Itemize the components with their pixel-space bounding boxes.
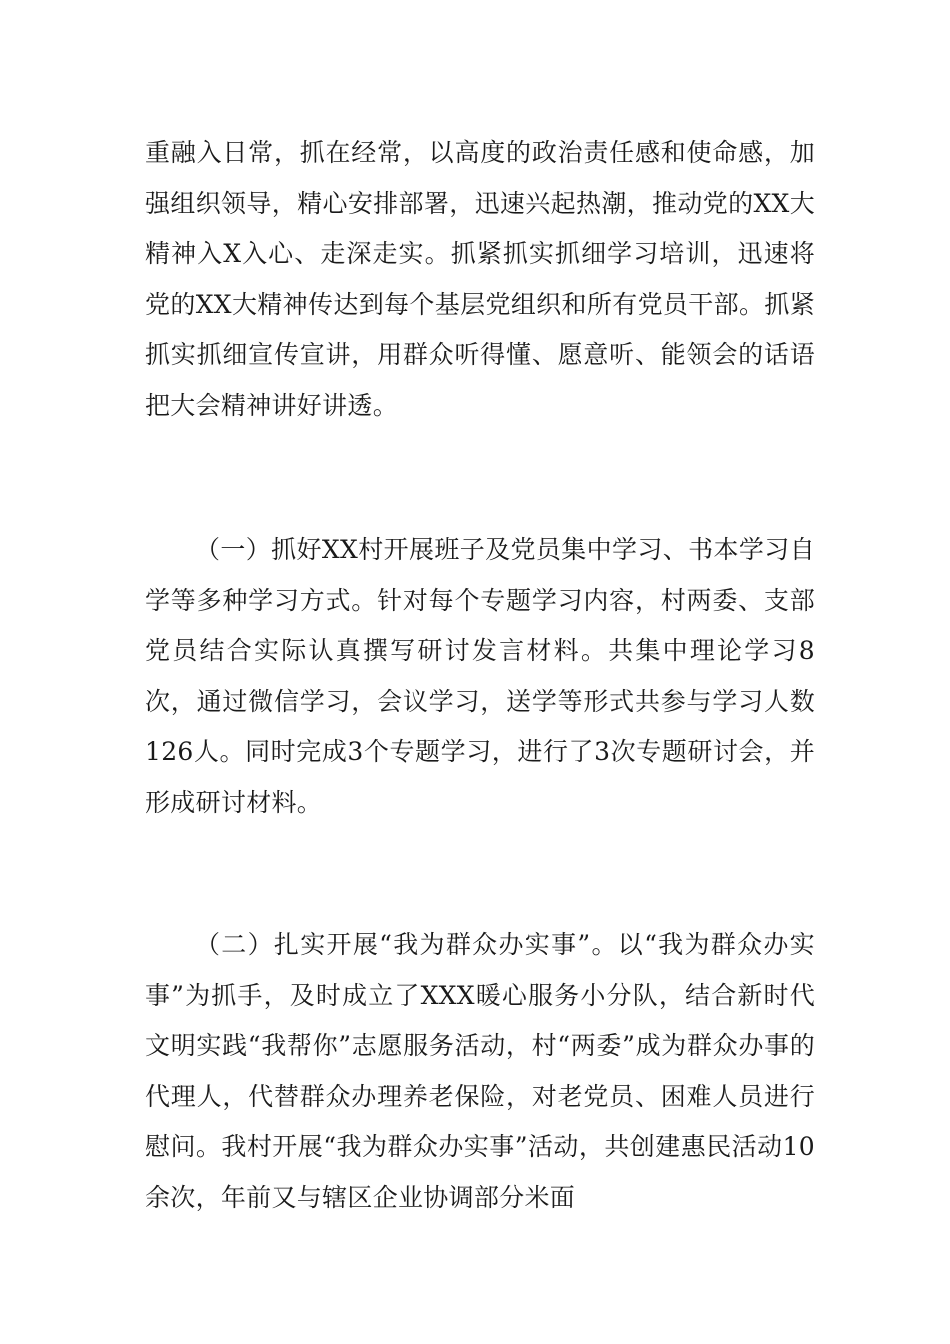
paragraph-section-two: （二）扎实开展“我为群众办实事”。以“我为群众办实事”为抓手，及时成立了XXX暖心服务小分队，结合新时代文明实践“我帮你”志愿服务活动，村“两委”成为群众办事的代理人，代替群众办理养老保险，对老党员、困难人员进行慰问。我村开展“我为群众办实事”活动，共创建惠民活动10余次，年前又与辖区企业协调部分米面 xyxy=(145,930,815,1212)
paragraph-intro: 重融入日常，抓在经常，以高度的政治责任感和使命感，加强组织领导，精心安排部署，迅速兴起热潮，推动党的XX大精神入X入心、走深走实。抓紧抓实抓细学习培训，迅速将党的XX大精神传达到每个基层党组织和所有党员干部。抓紧抓实抓细宣传宣讲，用群众听得懂、愿意听、能领会的话语把大会精神讲好讲透。 xyxy=(145,138,815,420)
paragraph-section-one: （一）抓好XX村开展班子及党员集中学习、书本学习自学等多种学习方式。针对每个专题学习内容，村两委、支部党员结合实际认真撰写研讨发言材料。共集中理论学习8次，通过微信学习，会议学习，送学等形式共参与学习人数126人。同时完成3个专题学习，进行了3次专题研讨会，并形成研讨材料。 xyxy=(145,535,815,817)
